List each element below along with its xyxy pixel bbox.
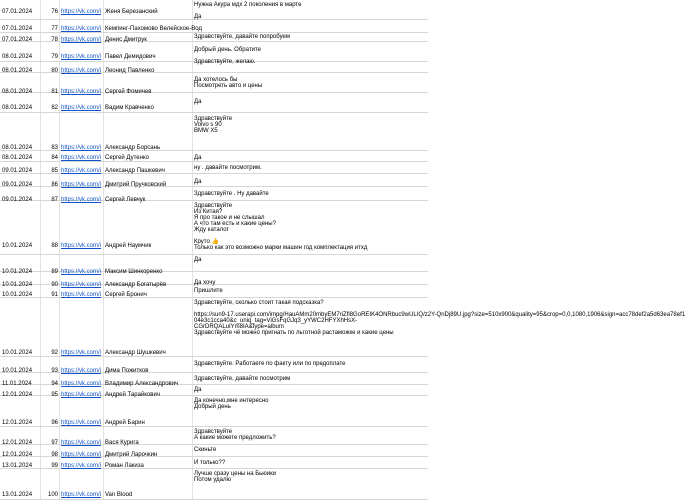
table-row — [0, 469, 428, 500]
profile-link[interactable]: https://vk.com/i — [61, 452, 102, 458]
row-number-cell: 93 — [51, 368, 58, 374]
message-cell: Здравствуйте Из Китая? Я про такое и не слышал А что там есть и какие цены? Жду каталог Круто 👍 Только как это возможно марки машин год комплектация итхд — [194, 203, 368, 251]
date-cell: 10.01.2024 — [2, 350, 33, 356]
profile-link[interactable]: https://vk.com/i — [61, 350, 102, 356]
row-number-cell: 76 — [51, 9, 58, 15]
profile-link[interactable]: https://vk.com/i — [61, 269, 102, 275]
row-number-cell: 84 — [51, 155, 58, 161]
row-number-cell: 83 — [51, 145, 58, 151]
table-row — [0, 174, 428, 187]
date-cell: 10.01.2024 — [2, 368, 33, 374]
name-cell: Андрей Барин — [105, 420, 145, 426]
row-number-cell: 80 — [51, 68, 58, 74]
date-cell: 08.01.2024 — [2, 105, 33, 111]
date-cell: 08.01.2024 — [2, 145, 33, 151]
message-cell: Добрый день. Обратите Здравствуйте, желаю. — [194, 47, 261, 65]
name-cell: Дмитрий Ларочкин — [105, 452, 158, 458]
profile-link[interactable]: https://vk.com/i — [61, 37, 102, 43]
row-number-cell: 96 — [51, 420, 58, 426]
profile-link[interactable]: https://vk.com/i — [61, 89, 102, 95]
message-cell: Да — [194, 257, 202, 263]
table-row — [0, 20, 428, 33]
message-cell: ну . давайте посмотрим. — [194, 165, 262, 171]
profile-link[interactable]: https://vk.com/i — [61, 145, 102, 151]
name-cell: Александр Пашкевич — [105, 168, 165, 174]
profile-link[interactable]: https://vk.com/i — [61, 420, 102, 426]
name-cell: Александр Шушкевич — [105, 350, 166, 356]
message-cell: Да — [194, 387, 202, 393]
date-cell: 08.01.2024 — [2, 68, 33, 74]
date-cell: 12.01.2024 — [2, 452, 33, 458]
profile-link[interactable]: https://vk.com/i — [61, 105, 102, 111]
profile-link[interactable]: https://vk.com/i — [61, 54, 102, 60]
name-cell: Вася Курига — [105, 440, 139, 446]
date-cell: 08.01.2024 — [2, 89, 33, 95]
row-number-cell: 85 — [51, 168, 58, 174]
name-cell: Дмитрий Пручковский — [105, 182, 167, 188]
profile-link[interactable]: https://vk.com/i — [61, 68, 102, 74]
row-number-cell: 77 — [51, 26, 58, 32]
table-row — [0, 373, 428, 385]
name-cell: Андрей Наумчик — [105, 243, 152, 249]
table-row — [0, 93, 428, 113]
profile-link[interactable]: https://vk.com/i — [61, 381, 102, 387]
row-number-cell: 82 — [51, 105, 58, 111]
date-cell: 07.01.2024 — [2, 37, 33, 43]
date-cell: 13.01.2024 — [2, 463, 33, 469]
row-number-cell: 79 — [51, 54, 58, 60]
profile-link[interactable]: https://vk.com/i — [61, 440, 102, 446]
date-cell: 09.01.2024 — [2, 168, 33, 174]
message-cell: Пришлите — [194, 288, 223, 294]
table-row — [0, 272, 428, 288]
row-number-cell: 98 — [51, 452, 58, 458]
name-cell: Сергей Бронич — [105, 292, 147, 298]
date-cell: 10.01.2024 — [2, 269, 33, 275]
message-cell: Скиньте — [194, 447, 217, 453]
row-number-cell: 81 — [51, 89, 58, 95]
name-cell: Сергей Фомичев — [105, 89, 152, 95]
message-cell: Здравствуйте. Работаете по факту или по предоплате — [194, 361, 346, 367]
message-cell: Здравствуйте, сколько стоит такая подсказка? https://sun9-17.userapi.com/impg/HauAMm20mbyEM7riZfl8GoREIK4ONRbuc9wULIQ/z2Y-QnDj89U.jpg?size=510x900&quality=95&crop=0,0,1080,1906&sign=acc78def2a5d63ea78ef1 04e3c1cca40&c_uniq_tag=ViGsFqGJq3_yYWC2HFYXhHsX- CGrDRQALuIYm8IA&type=album Здравствуйте чё можно пригнать по льготной растаможке и какие цены — [194, 300, 685, 336]
name-cell: Женя Березанский — [105, 9, 158, 15]
table-row — [0, 187, 428, 201]
profile-link[interactable]: https://vk.com/i — [61, 197, 102, 203]
name-cell: Сергей Дутенко — [105, 155, 149, 161]
message-cell: Здравствуйте Volvo s 90 BMW X5 — [194, 116, 233, 134]
message-cell: И только?? — [194, 460, 226, 466]
table-row — [0, 162, 428, 174]
message-cell: Лучше сразу цены на Бьюики Потом удалю — [194, 471, 277, 483]
date-cell: 07.01.2024 — [2, 26, 33, 32]
table-row — [0, 385, 428, 396]
row-number-cell: 95 — [51, 392, 58, 398]
name-cell: Денис Дмитрук — [105, 37, 147, 43]
date-cell: 08.01.2024 — [2, 155, 33, 161]
profile-link[interactable]: https://vk.com/i — [61, 463, 102, 469]
name-cell: Дима Пожитков — [105, 368, 149, 374]
name-cell: Леонид Павленко — [105, 68, 155, 74]
row-number-cell: 94 — [51, 381, 58, 387]
date-cell: 07.01.2024 — [2, 9, 33, 15]
message-cell: Здравствуйте . Ну давайте — [194, 191, 269, 197]
profile-link[interactable]: https://vk.com/i — [61, 9, 102, 15]
table-row — [0, 113, 428, 151]
row-number-cell: 90 — [51, 282, 58, 288]
message-cell: Нужна Акура мдх 2 поколения в марте Да — [194, 2, 302, 20]
row-number-cell: 86 — [51, 182, 58, 188]
date-cell: 10.01.2024 — [2, 243, 33, 249]
table-row — [0, 73, 428, 93]
row-number-cell: 89 — [51, 269, 58, 275]
row-number-cell: 99 — [51, 463, 58, 469]
name-cell: Андрей Тарайкович — [105, 392, 160, 398]
name-cell: Александр Богатырёв — [105, 282, 167, 288]
profile-link[interactable]: https://vk.com/i — [61, 168, 102, 174]
table-row — [0, 62, 428, 73]
message-cell: Да — [194, 99, 202, 105]
name-cell: Вадим Кравченко — [105, 105, 154, 111]
message-cell: Да — [194, 179, 202, 185]
profile-link[interactable]: https://vk.com/i — [61, 282, 102, 288]
message-cell: Здравствуйте, давайте посмотрим — [194, 376, 291, 382]
table-row — [0, 255, 428, 275]
name-cell: Павел Демидович — [105, 54, 156, 60]
profile-link[interactable]: https://vk.com/i — [61, 155, 102, 161]
row-number-cell: 97 — [51, 440, 58, 446]
date-cell: 11.01.2024 — [2, 381, 32, 387]
row-number-cell: 88 — [51, 243, 58, 249]
table-row — [0, 33, 428, 42]
date-cell: 10.01.2024 — [2, 292, 33, 298]
date-cell: 12.01.2024 — [2, 392, 33, 398]
table-row — [0, 201, 428, 255]
profile-link[interactable]: https://vk.com/i — [61, 26, 102, 32]
message-cell: Да хотелось бы Посмотреть авто и цены — [194, 77, 263, 89]
name-cell: Роман Лакиза — [105, 463, 144, 469]
row-number-cell: 91 — [51, 292, 58, 298]
table-row — [0, 151, 428, 162]
date-cell: 13.01.2024 — [2, 492, 33, 498]
message-cell: Да хочу — [194, 280, 216, 286]
name-cell: Владимир Александрович — [105, 381, 179, 387]
date-cell: 09.01.2024 — [2, 182, 33, 188]
date-cell: 10.01.2024 — [2, 282, 33, 288]
table-row — [0, 42, 428, 65]
date-cell: 08.01.2024 — [2, 54, 33, 60]
message-cell: Да — [194, 155, 202, 161]
message-cell: Здравствуйте, давайте попробуем — [194, 34, 290, 40]
profile-link[interactable]: https://vk.com/i — [61, 492, 102, 498]
name-cell: Максим Шинкоренко — [105, 269, 163, 275]
row-number-cell: 78 — [51, 37, 58, 43]
message-cell: Здравствуйте А какие можете предложить? — [194, 429, 276, 441]
name-cell: Van Blood — [105, 492, 133, 498]
row-number-cell: 100 — [47, 492, 58, 498]
profile-link[interactable]: https://vk.com/i — [61, 182, 102, 188]
name-cell: Сергей Левчук — [105, 197, 146, 203]
table-row — [0, 298, 685, 357]
date-cell: 12.01.2024 — [2, 440, 33, 446]
table-row — [0, 357, 428, 373]
profile-link[interactable]: https://vk.com/i — [61, 392, 102, 398]
name-cell: Кемпинг-Пахомово Велейское-Вод — [105, 26, 202, 32]
date-cell: 12.01.2024 — [2, 420, 33, 426]
profile-link[interactable]: https://vk.com/i — [61, 243, 102, 249]
table-row — [0, 0, 428, 20]
table-row — [0, 445, 428, 457]
table-row — [0, 457, 428, 469]
date-cell: 09.01.2024 — [2, 197, 33, 203]
name-cell: Александр Борсань — [105, 145, 161, 151]
table-row — [0, 427, 428, 445]
table-row — [0, 285, 428, 298]
profile-link[interactable]: https://vk.com/i — [61, 292, 102, 298]
message-cell: Да конечно,мне интересно Добрый день — [194, 398, 269, 410]
profile-link[interactable]: https://vk.com/i — [61, 368, 102, 374]
row-number-cell: 92 — [51, 350, 58, 356]
row-number-cell: 87 — [51, 197, 58, 203]
table-row — [0, 396, 428, 427]
